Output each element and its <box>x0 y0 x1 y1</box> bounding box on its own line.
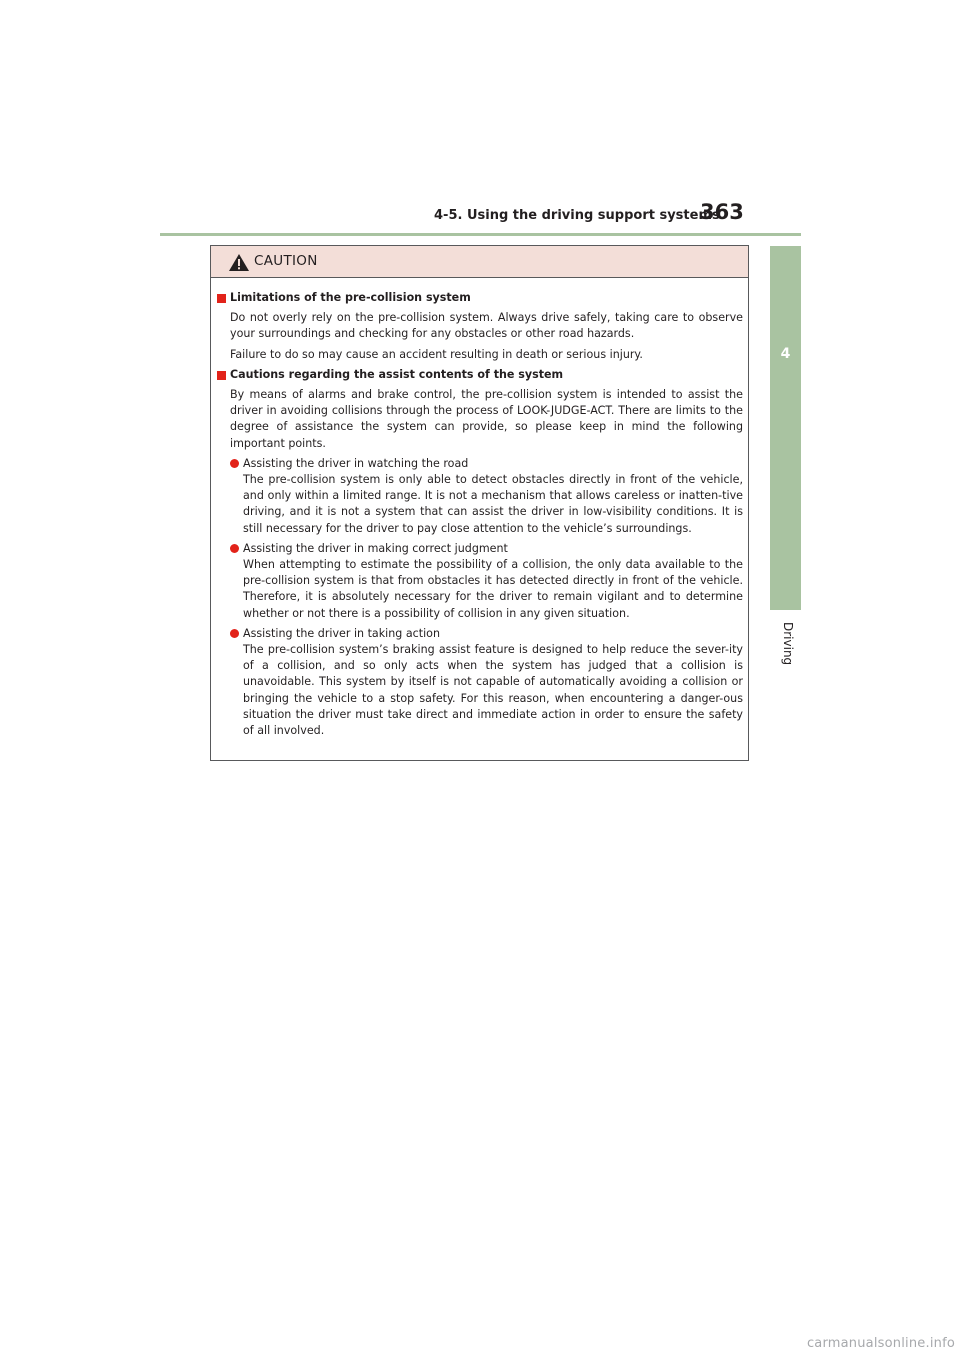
paragraph: By means of alarms and brake control, the pre-collision system is intended to assist the driver in avoiding collisions through the process of LOOK-JUDGE-ACT. There are limits to the degree of assistance the system can provide, so please keep in mind the following important points. <box>230 388 743 450</box>
circle-bullet-icon <box>230 544 239 553</box>
section-title-limitations <box>217 290 743 306</box>
square-bullet-icon <box>217 371 226 380</box>
section-title-assist-contents <box>217 367 743 383</box>
chapter-tab <box>770 246 801 610</box>
caution-box <box>210 245 749 761</box>
caution-label: CAUTION <box>254 253 318 269</box>
bullet-text: The pre-collision system’s braking assist feature is designed to help reduce the sever-ity of a collision, and so only acts when the system has judged that a collision is unavoidable. This system by itself is not capable of automatically avoiding a collision or bringing the vehicle to a stop safety. For this reason, when encountering a danger-ous situation the driver must take direct and immediate action in order to ensure the safety of all involved. <box>243 643 743 738</box>
section-title-text: Limitations of the pre-collision system <box>230 291 471 304</box>
bullet-item-taking-action <box>230 626 743 739</box>
circle-bullet-icon <box>230 459 239 468</box>
header-rule <box>160 233 801 236</box>
caution-body <box>217 290 743 739</box>
chapter-number: 4 <box>780 346 791 362</box>
section-header-title: 4-5. Using the driving support systems <box>434 208 720 223</box>
footer-watermark-area <box>697 1330 959 1358</box>
paragraph: Failure to do so may cause an accident resulting in death or serious injury. <box>230 347 643 361</box>
section-title-text: Cautions regarding the assist contents of the system <box>230 367 564 381</box>
circle-bullet-icon <box>230 629 239 638</box>
bullet-text: The pre-collision system is only able to detect obstacles directly in front of the vehicle, and only within a limited range. It is not a mechanism that allows careless or inatten-tive driving, and it is not a system that can assist the driver in low-visibility conditions. It is still necessary for the driver to pay close attention to the vehicle’s surroundings. <box>243 473 743 535</box>
chapter-label: Driving <box>781 622 795 666</box>
caution-header <box>211 246 748 278</box>
bullet-title: Assisting the driver in taking action <box>243 626 440 640</box>
bullet-title: Assisting the driver in making correct judgment <box>243 541 508 555</box>
page-number: 363 <box>700 200 744 224</box>
bullet-text: When attempting to estimate the possibility of a collision, the only data available to the pre-collision system is that from obstacles it has detected directly in front of the vehicle. Therefore, it is absolutely necessary for the driver to remain vigilant and to determine whether or not there is a possibility of collision in any given situation. <box>243 558 743 620</box>
bullet-item-correct-judgment <box>230 541 743 622</box>
bullet-item-watching-road <box>230 456 743 537</box>
watermark-link[interactable]: carmanualsonline.info <box>806 1336 955 1351</box>
square-bullet-icon <box>217 294 226 303</box>
paragraph: Do not overly rely on the pre-collision system. Always drive safely, taking care to observe your surroundings and checking for any obstacles or other road hazards. <box>230 311 743 341</box>
bullet-title: Assisting the driver in watching the road <box>243 456 469 470</box>
warning-triangle-icon <box>228 253 250 272</box>
